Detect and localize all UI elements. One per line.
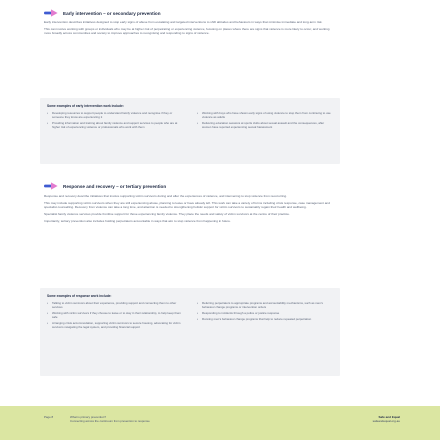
section-body xyxy=(44,194,334,226)
paragraph: Early intervention describes initiatives designed to stop early signs of abuse from escalating and targeted interventions to shift attitudes and behaviours in ways that minimise immediate and long-term risk. xyxy=(44,20,323,24)
page-number: Page 8 xyxy=(44,415,54,419)
list-item: • Developing resources to support people to understand family violence and recognise if they or someone they know are experiencing it xyxy=(47,112,183,120)
paragraph: This may include supporting victim survivors when they are still experiencing abuse, planning to leave or have already left. This work can take a variety of forms including crisis response, case management and specialist counselling. Recovery from violence can take a long time, and attention is needed to strengthening holistic support for victim survivors to sustainably regain their health and wellbeing. xyxy=(44,201,330,210)
paragraph: Response and recovery describe initiatives that involve supporting victim survivors during and after the experiences of violence, and intervening to stop violence from reoccurring. xyxy=(44,194,287,198)
arrow-icon xyxy=(44,9,58,17)
examples-column-left xyxy=(47,112,183,132)
list-item: • Responding to incidents through a police or justice response xyxy=(197,312,333,316)
examples-title: Some examples of early intervention work include: xyxy=(47,104,124,108)
paragraph: This can involve working with groups or individuals who may be at higher risk of perpetrating or experiencing violence, focusing on places where there are signs that violence is more likely to occur, and working more broadly across communities and society to improve approaches to recognising and responding to signs of violence. xyxy=(44,27,330,36)
examples-column-right xyxy=(197,302,333,331)
list-item: • Running men's behaviour change programs that help to reduce repeated perpetration xyxy=(197,318,333,322)
footer-document-title xyxy=(70,416,373,423)
list-item: • Delivering education sessions at sports clubs about sexual assault and the consequences, after women have reported experiencing sexual harassment xyxy=(197,122,333,130)
brand-name: Safe and Equal xyxy=(378,415,400,419)
section-heading-early-intervention xyxy=(44,9,161,17)
section-title: Response and recovery – or tertiary prevention xyxy=(63,183,167,189)
footer-subtitle: Connecting across the continuum from prevention to response xyxy=(70,418,150,423)
website-link[interactable]: safeandequal.org.au xyxy=(372,418,400,423)
footer-brand xyxy=(373,416,400,424)
list-item: • Working with victim survivors if they choose to leave or to stay in their relationship, to help keep them safe xyxy=(47,312,183,320)
section-body xyxy=(44,20,334,38)
page-footer xyxy=(0,406,440,440)
examples-title: Some examples of response work include: xyxy=(47,294,112,298)
footer-question: What is primary prevention? xyxy=(70,415,106,419)
list-item: • Referring perpetrators to appropriate programs and accountability mechanisms, such as men's behaviour change programs or intervention orders xyxy=(197,302,333,310)
examples-column-left xyxy=(47,302,183,331)
list-item: • Talking to victim survivors about their experience, providing support and connecting them to other services xyxy=(47,302,183,310)
examples-box-response xyxy=(40,288,340,376)
section-heading-response-recovery xyxy=(44,182,166,190)
examples-column-right xyxy=(197,112,333,132)
list-item: • Working with boys who have shown early signs of using violence to stop them from continuing to use violence as adults xyxy=(197,112,333,120)
paragraph: Specialist family violence services provide frontline support for those experiencing family violence. They place the needs and safety of victim survivors at the centre of their practice. xyxy=(44,212,290,217)
list-item: • Arranging crisis accommodation, supporting victim survivors to secure housing, advocating for victim survivors navigating the legal system, and providing financial support xyxy=(47,322,183,330)
examples-box-early-intervention xyxy=(40,98,340,164)
arrow-icon xyxy=(44,182,58,190)
paragraph: Importantly, tertiary prevention also includes holding perpetrators accountable in ways that aim to stop violence from happening in future. xyxy=(44,219,231,224)
list-item: • Providing information and training about family violence and support services to people who are at higher risk of experiencing violence or professionals who work with them xyxy=(47,122,183,130)
section-title: Early intervention – or secondary prevention xyxy=(63,10,161,16)
